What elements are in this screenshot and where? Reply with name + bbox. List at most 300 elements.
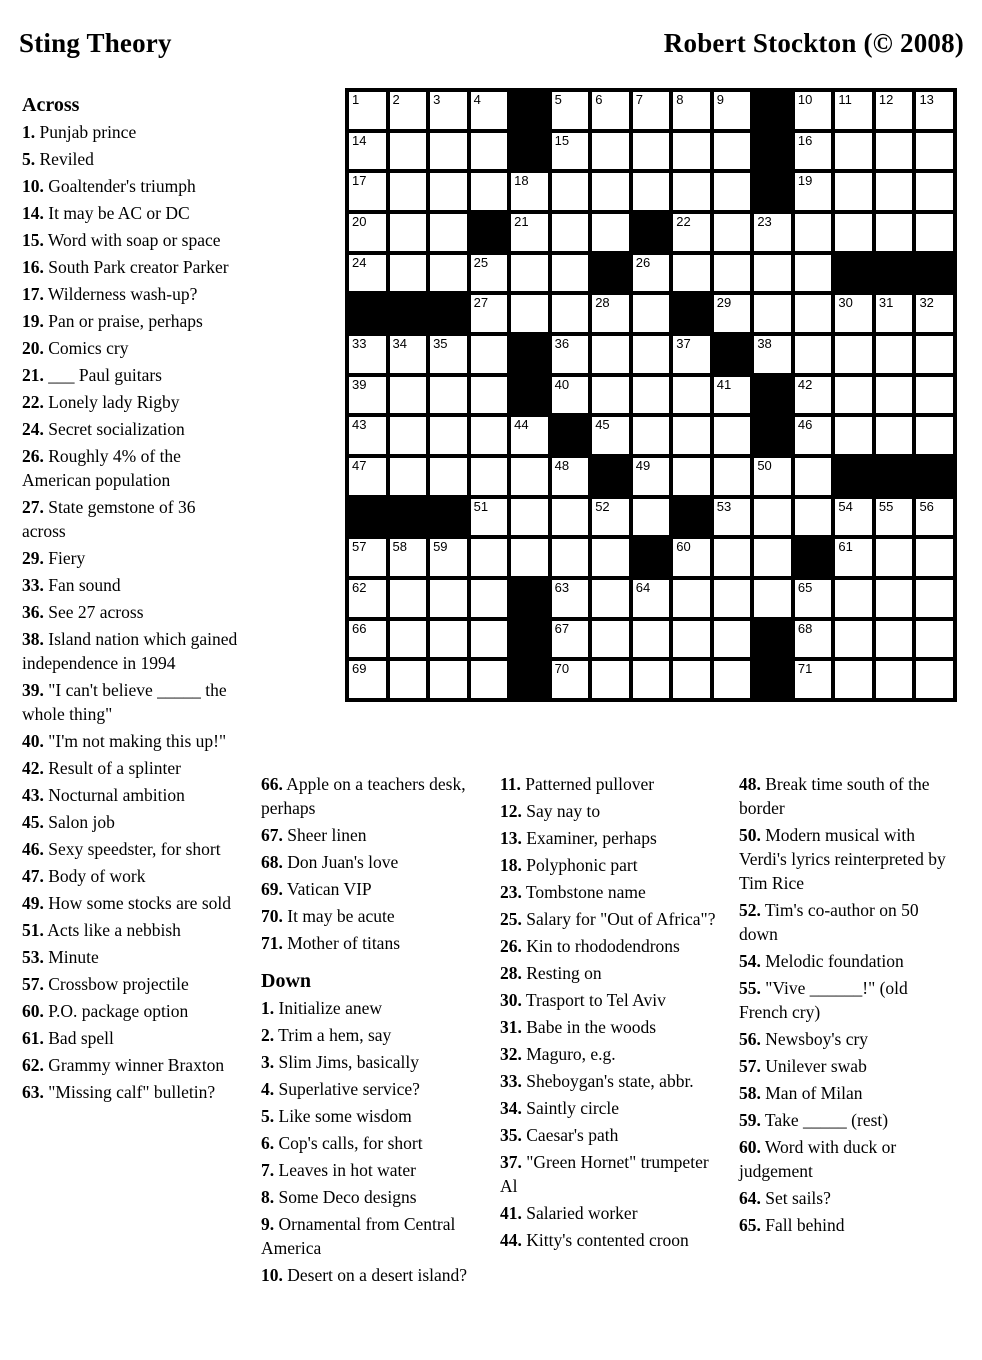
- grid-cell[interactable]: [673, 336, 710, 373]
- clue-item: 55. "Vive ______!" (old French cry): [739, 978, 908, 1022]
- grid-cell[interactable]: [795, 336, 832, 373]
- grid-cell[interactable]: [390, 377, 427, 414]
- grid-cell[interactable]: [592, 417, 629, 454]
- clue-number: 24.: [22, 419, 44, 439]
- cell-number: 65: [797, 580, 813, 595]
- grid-cell[interactable]: [592, 377, 629, 414]
- clue-item: 44. Kitty's contented croon: [500, 1230, 689, 1250]
- cell-number: 9: [716, 92, 725, 107]
- grid-cell[interactable]: [592, 133, 629, 170]
- clue-item: 42. Result of a splinter: [22, 758, 181, 778]
- grid-cell[interactable]: [592, 580, 629, 617]
- clue-number: 43.: [22, 785, 44, 805]
- grid-cell[interactable]: [916, 539, 953, 576]
- grid-cell[interactable]: [633, 417, 670, 454]
- grid-cell[interactable]: [835, 133, 872, 170]
- grid-cell[interactable]: [916, 295, 953, 332]
- grid-cell[interactable]: [633, 133, 670, 170]
- grid-cell-black: [835, 458, 872, 495]
- grid-cell[interactable]: [552, 255, 589, 292]
- grid-cell[interactable]: [552, 661, 589, 698]
- grid-cell[interactable]: [633, 377, 670, 414]
- grid-cell[interactable]: [430, 255, 467, 292]
- cell-number: 13: [919, 92, 934, 107]
- cell-number: 40: [554, 376, 570, 392]
- grid-cell[interactable]: [795, 255, 832, 292]
- grid-cell[interactable]: [592, 499, 629, 536]
- clue-number: 25.: [500, 909, 522, 929]
- grid-cell[interactable]: [511, 539, 548, 576]
- grid-cell-black: [552, 417, 589, 454]
- clues-column-1: [22, 93, 238, 1107]
- grid-cell[interactable]: [471, 661, 508, 698]
- clue-item: 32. Maguro, e.g.: [500, 1044, 616, 1064]
- grid-cell[interactable]: [916, 173, 953, 210]
- grid-cell-black: [471, 214, 508, 251]
- grid-cell[interactable]: [349, 661, 386, 698]
- grid-cell-black: [754, 661, 791, 698]
- clue-number: 27.: [22, 497, 44, 517]
- clue-number: 65.: [739, 1215, 761, 1235]
- clues-column-2: [261, 772, 473, 1290]
- clue-item: 26. Roughly 4% of the American population: [22, 446, 181, 490]
- clue-item: 4. Superlative service?: [261, 1079, 420, 1099]
- clue-number: 34.: [500, 1098, 522, 1118]
- grid-cell[interactable]: [349, 336, 386, 373]
- grid-cell[interactable]: [876, 580, 913, 617]
- clue-number: 47.: [22, 866, 44, 886]
- grid-cell[interactable]: [390, 458, 427, 495]
- clue-item: 36. See 27 across: [22, 602, 144, 622]
- grid-cell[interactable]: [390, 580, 427, 617]
- grid-cell[interactable]: [795, 173, 832, 210]
- cell-number: 34: [392, 336, 407, 351]
- grid-cell-black: [592, 255, 629, 292]
- clue-item: 21. ___ Paul guitars: [22, 365, 162, 385]
- grid-cell[interactable]: [633, 580, 670, 617]
- grid-cell[interactable]: [349, 621, 386, 658]
- clue-item: 52. Tim's co-author on 50 down: [739, 900, 919, 944]
- down-clues-list-head: [261, 996, 473, 1287]
- clue-number: 39.: [22, 680, 44, 700]
- grid-cell[interactable]: [592, 661, 629, 698]
- grid-cell[interactable]: [430, 539, 467, 576]
- grid-cell[interactable]: [552, 377, 589, 414]
- grid-cell[interactable]: [633, 92, 670, 129]
- grid-cell[interactable]: [714, 417, 751, 454]
- grid-cell[interactable]: [916, 661, 953, 698]
- clue-item: 5. Like some wisdom: [261, 1106, 412, 1126]
- grid-cell[interactable]: [876, 621, 913, 658]
- clue-number: 58.: [739, 1083, 761, 1103]
- grid-cell[interactable]: [430, 458, 467, 495]
- across-clues-list: [22, 120, 238, 1104]
- grid-cell[interactable]: [592, 92, 629, 129]
- clue-item: 23. Tombstone name: [500, 882, 646, 902]
- grid-cell[interactable]: [876, 661, 913, 698]
- grid-cell[interactable]: [795, 92, 832, 129]
- clue-item: 60. P.O. package option: [22, 1001, 189, 1021]
- grid-cell[interactable]: [349, 580, 386, 617]
- grid-cell[interactable]: [876, 377, 913, 414]
- grid-cell[interactable]: [633, 255, 670, 292]
- grid-cell[interactable]: [876, 92, 913, 129]
- down-clues-list-mid: [500, 772, 728, 1252]
- grid-cell[interactable]: [754, 499, 791, 536]
- grid-cell[interactable]: [916, 133, 953, 170]
- grid-cell[interactable]: [754, 580, 791, 617]
- grid-cell[interactable]: [430, 173, 467, 210]
- grid-cell[interactable]: [795, 458, 832, 495]
- grid-cell[interactable]: [471, 92, 508, 129]
- clue-item: 25. Salary for "Out of Africa"?: [500, 909, 716, 929]
- grid-cell-black: [633, 214, 670, 251]
- clue-item: 10. Goaltender's triumph: [22, 176, 196, 196]
- clue-item: 61. Bad spell: [22, 1028, 114, 1048]
- grid-cell[interactable]: [835, 499, 872, 536]
- grid-cell[interactable]: [835, 295, 872, 332]
- cell-number: 67: [554, 620, 570, 636]
- clue-number: 42.: [22, 758, 44, 778]
- grid-cell[interactable]: [835, 377, 872, 414]
- down-header: Down: [261, 970, 312, 992]
- grid-cell[interactable]: [876, 295, 913, 332]
- clue-item: 16. South Park creator Parker: [22, 257, 229, 277]
- grid-cell[interactable]: [795, 377, 832, 414]
- grid-cell[interactable]: [835, 417, 872, 454]
- grid-cell[interactable]: [633, 499, 670, 536]
- grid-cell[interactable]: [390, 214, 427, 251]
- grid-cell[interactable]: [795, 661, 832, 698]
- grid-cell[interactable]: [916, 214, 953, 251]
- clue-item: 15. Word with soap or space: [22, 230, 221, 250]
- grid-cell-black: [511, 621, 548, 658]
- grid-cell[interactable]: [430, 661, 467, 698]
- grid-cell[interactable]: [471, 458, 508, 495]
- cell-number: 10: [797, 92, 813, 107]
- grid-cell[interactable]: [876, 173, 913, 210]
- clue-item: 7. Leaves in hot water: [261, 1160, 417, 1180]
- clue-number: 69.: [261, 879, 283, 899]
- grid-cell[interactable]: [592, 621, 629, 658]
- cell-number: 55: [878, 498, 894, 514]
- grid-cell[interactable]: [633, 336, 670, 373]
- grid-cell[interactable]: [754, 295, 791, 332]
- grid-cell[interactable]: [714, 458, 751, 495]
- grid-cell[interactable]: [592, 336, 629, 373]
- grid-cell[interactable]: [390, 621, 427, 658]
- grid-cell[interactable]: [673, 539, 710, 576]
- cell-number: 53: [716, 498, 732, 514]
- cell-number: 49: [635, 458, 651, 473]
- grid-cell[interactable]: [714, 539, 751, 576]
- grid-cell[interactable]: [511, 499, 548, 536]
- grid-cell[interactable]: [511, 295, 548, 332]
- grid-cell[interactable]: [876, 214, 913, 251]
- across-clues-list-tail: [261, 772, 473, 955]
- grid-cell[interactable]: [349, 173, 386, 210]
- grid-cell-black: [349, 295, 386, 332]
- grid-cell[interactable]: [592, 295, 629, 332]
- grid-cell[interactable]: [673, 173, 710, 210]
- cell-number: 20: [352, 214, 367, 229]
- grid-cell-black: [754, 417, 791, 454]
- clue-item: 67. Sheer linen: [261, 825, 367, 845]
- clue-item: 11. Patterned pullover: [500, 774, 655, 794]
- grid-cell[interactable]: [754, 214, 791, 251]
- grid-cell[interactable]: [714, 377, 751, 414]
- grid-cell[interactable]: [876, 336, 913, 373]
- grid-cell[interactable]: [795, 580, 832, 617]
- grid-cell[interactable]: [795, 621, 832, 658]
- grid-cell[interactable]: [673, 580, 710, 617]
- grid-cell[interactable]: [754, 458, 791, 495]
- grid-cell[interactable]: [795, 133, 832, 170]
- grid-cell[interactable]: [633, 173, 670, 210]
- grid-cell[interactable]: [673, 377, 710, 414]
- clue-item: 60. Word with duck or judgement: [739, 1137, 897, 1181]
- grid-cell[interactable]: [592, 173, 629, 210]
- grid-cell[interactable]: [552, 539, 589, 576]
- grid-cell[interactable]: [430, 336, 467, 373]
- grid-cell[interactable]: [835, 92, 872, 129]
- clue-number: 30.: [500, 990, 522, 1010]
- grid-cell[interactable]: [714, 580, 751, 617]
- clue-number: 51.: [22, 920, 44, 940]
- cell-number: 58: [392, 539, 407, 555]
- grid-cell[interactable]: [916, 417, 953, 454]
- grid-cell[interactable]: [390, 173, 427, 210]
- cell-number: 4: [473, 92, 481, 107]
- grid-cell[interactable]: [430, 621, 467, 658]
- clue-number: 61.: [22, 1028, 44, 1048]
- clue-number: 4.: [261, 1079, 275, 1099]
- grid-cell[interactable]: [552, 580, 589, 617]
- cell-number: 54: [838, 498, 853, 514]
- clue-number: 32.: [500, 1044, 522, 1064]
- grid-cell[interactable]: [876, 499, 913, 536]
- cell-number: 1: [352, 92, 360, 107]
- grid-cell[interactable]: [430, 214, 467, 251]
- grid-cell[interactable]: [673, 458, 710, 495]
- grid-cell-black: [511, 580, 548, 617]
- grid-cell[interactable]: [714, 661, 751, 698]
- grid-cell[interactable]: [430, 133, 467, 170]
- cell-number: 25: [473, 254, 489, 270]
- grid-cell[interactable]: [714, 173, 751, 210]
- grid-cell[interactable]: [390, 255, 427, 292]
- grid-cell[interactable]: [552, 173, 589, 210]
- grid-cell[interactable]: [754, 255, 791, 292]
- grid-cell-black: [916, 458, 953, 495]
- grid-cell[interactable]: [511, 458, 548, 495]
- clue-number: 10.: [22, 176, 44, 196]
- grid-cell[interactable]: [673, 133, 710, 170]
- clue-number: 17.: [22, 284, 44, 304]
- grid-cell[interactable]: [754, 539, 791, 576]
- grid-cell[interactable]: [349, 214, 386, 251]
- grid-cell[interactable]: [430, 417, 467, 454]
- grid-cell-black: [754, 92, 791, 129]
- grid-cell[interactable]: [795, 499, 832, 536]
- clue-number: 1.: [261, 998, 275, 1018]
- clue-number: 57.: [22, 974, 44, 994]
- grid-cell[interactable]: [916, 336, 953, 373]
- clue-number: 46.: [22, 839, 44, 859]
- grid-cell[interactable]: [552, 336, 589, 373]
- grid-cell[interactable]: [471, 255, 508, 292]
- grid-cell[interactable]: [390, 417, 427, 454]
- grid-cell[interactable]: [754, 336, 791, 373]
- grid-cell[interactable]: [835, 580, 872, 617]
- grid-cell[interactable]: [349, 377, 386, 414]
- grid-cell-black: [673, 499, 710, 536]
- clue-number: 16.: [22, 257, 44, 277]
- grid-cell[interactable]: [349, 417, 386, 454]
- grid-cell[interactable]: [835, 539, 872, 576]
- grid-cell[interactable]: [876, 539, 913, 576]
- clue-item: 14. It may be AC or DC: [22, 203, 190, 223]
- grid-cell[interactable]: [633, 295, 670, 332]
- grid-cell[interactable]: [390, 133, 427, 170]
- grid-cell[interactable]: [552, 214, 589, 251]
- clue-item: 47. Body of work: [22, 866, 146, 886]
- grid-cell[interactable]: [714, 295, 751, 332]
- grid-cell[interactable]: [471, 499, 508, 536]
- grid-cell[interactable]: [511, 173, 548, 210]
- grid-cell[interactable]: [795, 295, 832, 332]
- grid-cell[interactable]: [592, 539, 629, 576]
- grid-cell[interactable]: [714, 255, 751, 292]
- grid-cell[interactable]: [552, 92, 589, 129]
- grid-cell[interactable]: [430, 92, 467, 129]
- grid-cell[interactable]: [673, 417, 710, 454]
- grid-cell[interactable]: [471, 621, 508, 658]
- grid-cell[interactable]: [511, 255, 548, 292]
- grid-cell[interactable]: [471, 377, 508, 414]
- clue-item: 70. It may be acute: [261, 906, 395, 926]
- grid-cell[interactable]: [471, 580, 508, 617]
- grid-cell[interactable]: [430, 580, 467, 617]
- grid-cell[interactable]: [349, 255, 386, 292]
- grid-cell[interactable]: [835, 661, 872, 698]
- clue-number: 71.: [261, 933, 283, 953]
- clue-item: 28. Resting on: [500, 963, 602, 983]
- grid-cell[interactable]: [916, 377, 953, 414]
- cell-number: 42: [797, 376, 813, 392]
- cell-number: 22: [676, 214, 691, 229]
- grid-cell[interactable]: [552, 295, 589, 332]
- grid-cell[interactable]: [633, 621, 670, 658]
- clue-item: 30. Trasport to Tel Aviv: [500, 990, 666, 1010]
- grid-cell[interactable]: [673, 621, 710, 658]
- grid-cell[interactable]: [673, 255, 710, 292]
- cell-number: 68: [797, 620, 813, 636]
- cell-number: 27: [473, 295, 489, 311]
- grid-cell[interactable]: [835, 173, 872, 210]
- grid-cell[interactable]: [835, 336, 872, 373]
- grid-cell[interactable]: [714, 621, 751, 658]
- grid-cell[interactable]: [552, 499, 589, 536]
- grid-cell[interactable]: [673, 92, 710, 129]
- grid-cell[interactable]: [795, 417, 832, 454]
- grid-cell-black: [390, 295, 427, 332]
- clue-number: 60.: [22, 1001, 44, 1021]
- clue-item: 57. Unilever swab: [739, 1056, 867, 1076]
- grid-cell[interactable]: [552, 621, 589, 658]
- grid-cell[interactable]: [511, 417, 548, 454]
- grid-cell[interactable]: [511, 214, 548, 251]
- grid-cell[interactable]: [916, 499, 953, 536]
- clue-number: 45.: [22, 812, 44, 832]
- clue-item: 5. Reviled: [22, 149, 94, 169]
- grid-cell[interactable]: [349, 133, 386, 170]
- clue-number: 10.: [261, 1265, 283, 1285]
- grid-cell[interactable]: [471, 173, 508, 210]
- cell-number: 56: [919, 498, 934, 514]
- grid-cell[interactable]: [714, 214, 751, 251]
- grid-cell[interactable]: [673, 661, 710, 698]
- grid-cell[interactable]: [876, 417, 913, 454]
- grid-cell[interactable]: [714, 92, 751, 129]
- grid-cell[interactable]: [876, 133, 913, 170]
- grid-cell[interactable]: [390, 92, 427, 129]
- grid-cell[interactable]: [471, 336, 508, 373]
- grid-cell[interactable]: [552, 133, 589, 170]
- clue-number: 40.: [22, 731, 44, 751]
- grid-cell[interactable]: [390, 539, 427, 576]
- grid-cell[interactable]: [471, 539, 508, 576]
- grid-cell[interactable]: [714, 499, 751, 536]
- grid-cell[interactable]: [916, 621, 953, 658]
- cell-number: 23: [757, 214, 772, 229]
- grid-cell[interactable]: [471, 417, 508, 454]
- grid-cell[interactable]: [390, 661, 427, 698]
- grid-cell[interactable]: [471, 295, 508, 332]
- grid-cell[interactable]: [795, 214, 832, 251]
- grid-cell[interactable]: [349, 458, 386, 495]
- clue-item: 20. Comics cry: [22, 338, 129, 358]
- grid-cell[interactable]: [916, 92, 953, 129]
- clue-item: 12. Say nay to: [500, 801, 601, 821]
- grid-cell[interactable]: [471, 133, 508, 170]
- cell-number: 36: [554, 336, 570, 351]
- cell-number: 21: [514, 214, 529, 229]
- cell-number: 39: [352, 376, 367, 392]
- grid-cell[interactable]: [390, 336, 427, 373]
- grid-cell[interactable]: [552, 458, 589, 495]
- grid-cell[interactable]: [714, 133, 751, 170]
- grid-cell[interactable]: [592, 214, 629, 251]
- cell-number: 37: [676, 336, 691, 351]
- clue-number: 19.: [22, 311, 44, 331]
- grid-cell[interactable]: [633, 661, 670, 698]
- clue-number: 18.: [500, 855, 522, 875]
- clue-number: 35.: [500, 1125, 522, 1145]
- grid-cell[interactable]: [916, 580, 953, 617]
- grid-cell[interactable]: [673, 214, 710, 251]
- clue-item: 51. Acts like a nebbish: [22, 920, 181, 940]
- clue-item: 1. Punjab prince: [22, 122, 137, 142]
- grid-cell[interactable]: [835, 621, 872, 658]
- grid-cell[interactable]: [633, 458, 670, 495]
- grid-cell[interactable]: [835, 214, 872, 251]
- clue-item: 65. Fall behind: [739, 1215, 845, 1235]
- cell-number: 69: [352, 661, 367, 677]
- grid-cell[interactable]: [349, 92, 386, 129]
- grid-cell[interactable]: [430, 377, 467, 414]
- grid-cell[interactable]: [349, 539, 386, 576]
